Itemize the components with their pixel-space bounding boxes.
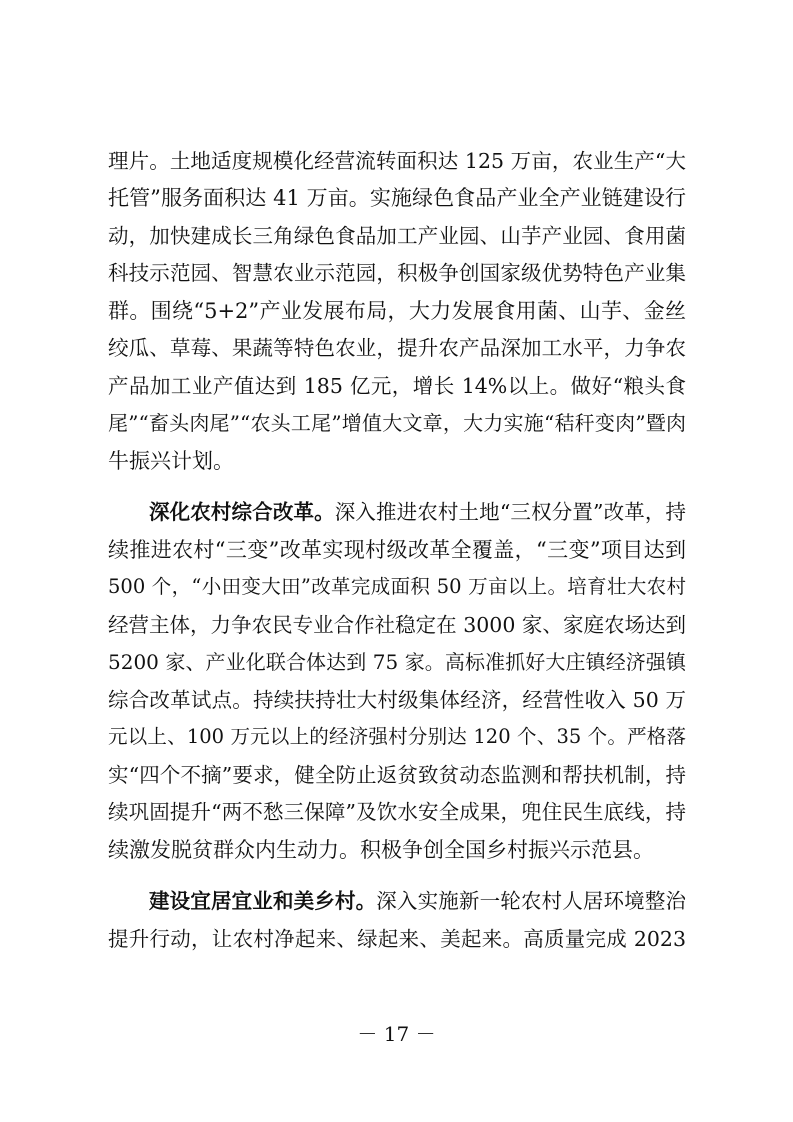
- body-line: 牛振兴计划。: [108, 449, 234, 473]
- section-first-line: [149, 886, 686, 916]
- body-line: 产品加工业产值达到 185 亿元，增长 14%以上。做好“粮头食: [108, 374, 686, 398]
- body-line: 经营主体，力争农民专业合作社稳定在 3000 家、家庭农场达到: [108, 613, 686, 637]
- body-line: 科技示范园、智慧农业示范园，积极争创国家级优势特色产业集: [108, 261, 686, 285]
- body-line: 综合改革试点。持续扶持壮大村级集体经济，经营性收入 50 万: [108, 688, 686, 712]
- body-line: 绞瓜、草莓、果蔬等特色农业，提升农产品深加工水平，力争农: [108, 336, 686, 360]
- body-line: 续推进农村“三变”改革实现村级改革全覆盖，“三变”项目达到: [108, 538, 686, 562]
- body-line: 实“四个不摘”要求，健全防止返贫致贫动态监测和帮扶机制，持: [108, 763, 686, 787]
- body-line: 群。围绕“5+2”产业发展布局，大力发展食用菌、山芋、金丝: [108, 299, 686, 323]
- section-heading: 建设宜居宜业和美乡村。: [149, 889, 377, 913]
- page-number: － 17 －: [357, 1022, 436, 1046]
- section-heading: 深化农村综合改革。: [149, 500, 335, 524]
- section-text: 深入实施新一轮农村人居环境整治: [376, 889, 687, 913]
- body-line: 托管”服务面积达 41 万亩。实施绿色食品产业全产业链建设行: [108, 186, 686, 210]
- body-line: 500 个，“小田变大田”改革完成面积 50 万亩以上。培育壮大农村: [108, 575, 686, 598]
- body-line: 元以上、100 万元以上的经济强村分别达 120 个、35 个。严格落: [108, 725, 686, 748]
- body-line: 动，加快建成长三角绿色食品加工产业园、山芋产业园、食用菌: [108, 224, 686, 248]
- section-text: 深入推进农村土地“三权分置”改革，持: [334, 500, 687, 524]
- body-line: 续巩固提升“两不愁三保障”及饮水安全成果，兜住民生底线，持: [108, 800, 686, 824]
- body-line: 尾”“畜头肉尾”“农头工尾”增值大文章，大力实施“秸秆变肉”暨肉: [108, 411, 686, 435]
- body-line: 提升行动，让农村净起来、绿起来、美起来。高质量完成 2023: [108, 927, 686, 951]
- body-line: 理片。土地适度规模化经营流转面积达 125 万亩，农业生产“大: [108, 149, 686, 173]
- body-line: 5200 家、产业化联合体达到 75 家。高标准抓好大庄镇经济强镇: [108, 650, 686, 674]
- section-first-line: [149, 497, 686, 527]
- body-line: 续激发脱贫群众内生动力。积极争创全国乡村振兴示范县。: [108, 838, 654, 862]
